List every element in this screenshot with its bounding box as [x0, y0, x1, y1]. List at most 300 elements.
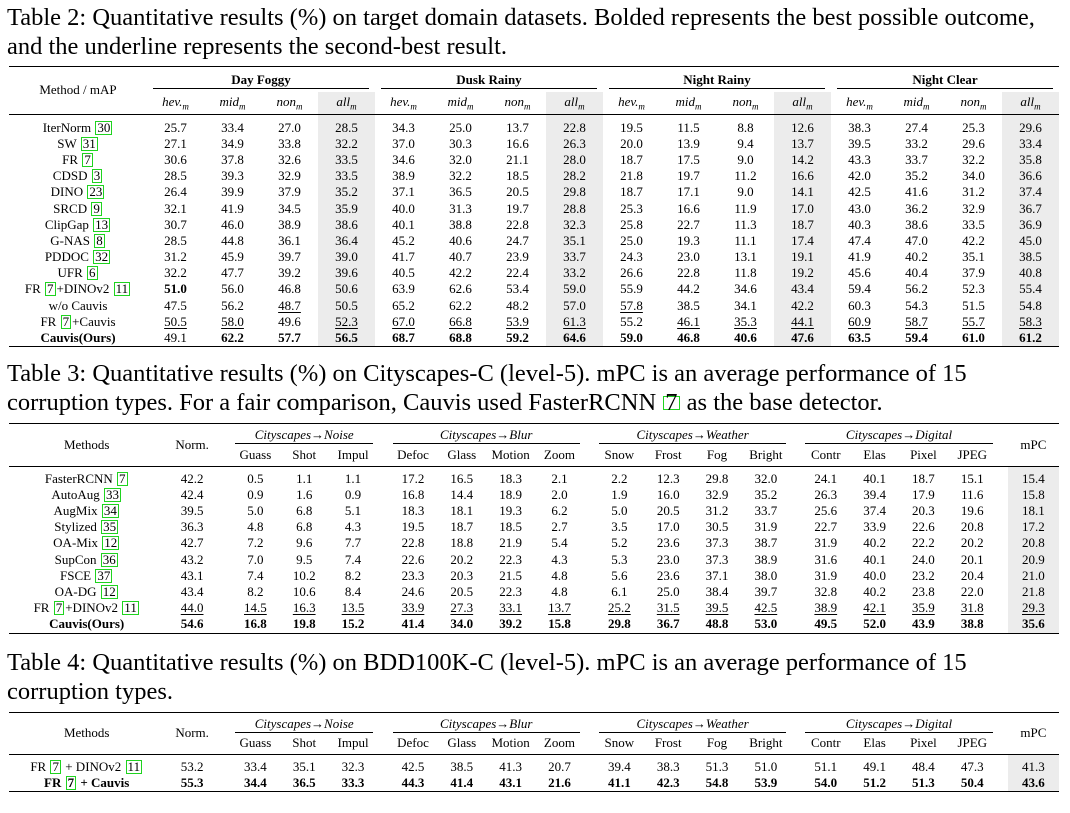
table-cell: 23.6 — [656, 567, 680, 583]
table-cell: 8.8 — [717, 114, 774, 136]
table-cell: 34.6 — [392, 151, 415, 167]
table-cell: 61.2 — [1002, 330, 1059, 347]
table-cell: 46.8 — [278, 281, 301, 297]
table2-group-header: Night Clear — [837, 72, 1053, 89]
table-cell: 43.3 — [848, 151, 871, 167]
citation-link[interactable]: 32 — [95, 249, 109, 265]
table-cell: 27.4 — [888, 114, 945, 136]
table-cell: 18.8 — [450, 535, 474, 551]
table-cell: 7.4 — [344, 551, 362, 567]
method-name: FR 7 + DINOv2 11 — [9, 755, 164, 776]
table-cell: 50.6 — [318, 281, 375, 297]
table-cell: 43.4 — [774, 281, 831, 297]
table-cell: 52.3 — [962, 281, 985, 297]
table-cell: 32.2 — [449, 168, 472, 184]
citation-link[interactable]: 7 — [119, 470, 126, 486]
table-cell: 33.7 — [754, 503, 778, 519]
table-cell: 23.0 — [656, 551, 680, 567]
table-cell: 17.2 — [1008, 519, 1059, 535]
method-name: FR 7 +Cauvis — [40, 313, 116, 329]
table-cell: 9.0 — [737, 184, 754, 200]
table-row — [9, 584, 1059, 600]
table-cell: 35.1 — [546, 233, 603, 249]
table-cell: 18.7 — [620, 184, 643, 200]
table-cell: 59.4 — [848, 281, 871, 297]
table-cell: 18.1 — [450, 503, 474, 519]
table-cell: 8.2 — [247, 584, 264, 600]
table-row — [9, 616, 1059, 633]
table-cell: 39.6 — [318, 265, 375, 281]
table-cell: 20.0 — [620, 135, 643, 151]
citation-link[interactable]: 7 — [665, 389, 678, 417]
table-cell: 43.6 — [1008, 775, 1059, 792]
table-cell: 40.5 — [392, 265, 415, 281]
citation-link[interactable]: 30 — [97, 119, 111, 135]
table-cell: 22.7 — [677, 216, 700, 232]
table-cell: 1.1 — [329, 466, 378, 487]
table-cell: 41.3 — [1008, 755, 1059, 776]
table-cell: 41.7 — [392, 249, 415, 265]
table-cell: 20.2 — [450, 551, 474, 567]
table-cell: 13.7 — [489, 114, 546, 136]
table-cell: 58.7 — [905, 313, 928, 329]
table-cell: 28.5 — [164, 232, 187, 248]
table-cell: 31.9 — [814, 567, 838, 583]
table3-mpc-header: mPC — [1020, 436, 1047, 452]
table-row — [9, 217, 1059, 233]
table-cell: 1.1 — [280, 466, 329, 487]
table-cell: 18.3 — [401, 503, 425, 519]
table-cell: 31.5 — [656, 600, 680, 616]
citation-link[interactable]: 7 — [67, 775, 75, 791]
table-cell: 49.6 — [278, 313, 301, 329]
citation-link[interactable]: 8 — [96, 232, 103, 248]
table-row — [9, 200, 1059, 216]
table-cell: 33.4 — [231, 755, 280, 776]
table-cell: 39.5 — [705, 600, 729, 616]
table4-group-header: Cityscapes→Blur — [393, 716, 580, 733]
table-cell: 20.8 — [960, 519, 984, 535]
table-cell: 13.9 — [677, 135, 700, 151]
t4-subheader: Bright — [749, 735, 783, 751]
table2-subheader: mid$_m$ — [675, 93, 702, 112]
t3-subheader: Guass — [239, 446, 272, 462]
table-cell: 54.8 — [693, 775, 742, 792]
table-cell: 45.2 — [392, 232, 415, 248]
table-cell: 47.3 — [948, 755, 997, 776]
table3-group-header: Cityscapes→Blur — [393, 427, 580, 444]
table-cell: 34.1 — [734, 297, 757, 313]
table-cell: 41.1 — [595, 775, 644, 792]
table-cell: 31.9 — [814, 535, 838, 551]
citation-link[interactable]: 7 — [47, 281, 54, 297]
table-cell: 52.0 — [850, 616, 899, 633]
table-cell: 42.5 — [754, 600, 778, 616]
table-cell: 36.7 — [644, 616, 693, 633]
table-cell: 21.8 — [1008, 584, 1059, 600]
table-cell: 38.0 — [754, 567, 778, 583]
table-cell: 33.5 — [318, 152, 375, 168]
table-cell: 18.5 — [506, 168, 529, 184]
table-cell: 59.2 — [489, 330, 546, 347]
table-cell: 34.9 — [221, 135, 244, 151]
table-row — [9, 114, 1059, 136]
table2 — [9, 66, 1059, 347]
table-cell: 14.4 — [450, 486, 474, 502]
table-cell: 40.1 — [863, 551, 886, 567]
table-cell: 12.3 — [644, 466, 693, 487]
table-cell: 11.1 — [734, 232, 757, 248]
table-cell: 38.3 — [644, 755, 693, 776]
table-cell: 38.3 — [831, 114, 888, 136]
method-name: FSCE 37 — [60, 567, 111, 583]
citation-link[interactable]: 12 — [102, 584, 116, 600]
table-cell: 31.3 — [449, 200, 472, 216]
table-cell: 25.3 — [945, 114, 1002, 136]
table-cell: 55.9 — [620, 281, 643, 297]
table-cell: 21.1 — [506, 151, 529, 167]
table-cell: 59.0 — [603, 330, 660, 347]
citation-link[interactable]: 7 — [52, 759, 59, 775]
table-cell: 6.8 — [296, 503, 313, 519]
table-cell: 42.1 — [863, 600, 886, 616]
citation-link[interactable]: 11 — [115, 281, 129, 297]
table-cell: 26.6 — [620, 265, 643, 281]
table-cell: 14.1 — [774, 184, 831, 200]
table-cell: 36.5 — [280, 775, 329, 792]
table-cell: 40.2 — [863, 535, 886, 551]
table-cell: 32.2 — [164, 265, 187, 281]
table-cell: 40.1 — [392, 216, 415, 232]
table-cell: 23.6 — [656, 535, 680, 551]
table-cell: 36.2 — [905, 200, 928, 216]
t4-subheader: Contr — [810, 735, 841, 751]
table-cell: 62.6 — [449, 281, 472, 297]
table-cell: 10.2 — [292, 567, 316, 583]
table-cell: 44.2 — [677, 281, 700, 297]
citation-link[interactable]: 12 — [104, 535, 118, 551]
table-cell: 30.6 — [164, 151, 187, 167]
table-cell: 28.5 — [318, 114, 375, 136]
table-cell: 39.3 — [221, 168, 244, 184]
table-cell: 21.8 — [620, 168, 643, 184]
table-cell: 44.1 — [774, 314, 831, 330]
citation-link[interactable]: 9 — [93, 200, 100, 216]
table-row — [9, 330, 1059, 347]
table-row — [9, 249, 1059, 265]
table-cell: 54.6 — [164, 616, 219, 633]
table-cell: 38.9 — [392, 168, 415, 184]
table-cell: 19.2 — [774, 265, 831, 281]
table-cell: 25.0 — [620, 232, 643, 248]
table-cell: 33.7 — [905, 151, 928, 167]
citation-link[interactable]: 34 — [103, 503, 117, 519]
citation-link[interactable]: 35 — [103, 519, 117, 535]
method-name: w/o Cauvis — [48, 297, 108, 313]
t4-subheader: Defoc — [397, 735, 429, 751]
table-cell: 51.1 — [801, 755, 850, 776]
table2-subheader: all$_m$ — [774, 92, 831, 114]
citation-link[interactable]: 31 — [82, 135, 96, 151]
table-cell: 15.8 — [1008, 487, 1059, 503]
table-cell: 33.4 — [1002, 136, 1059, 152]
citation-link[interactable]: 36 — [102, 551, 116, 567]
table-cell: 19.5 — [603, 114, 660, 136]
table-cell: 13.1 — [734, 249, 757, 265]
table-cell: 5.4 — [551, 535, 568, 551]
t4-subheader: Motion — [491, 735, 530, 751]
table-cell: 41.9 — [848, 249, 871, 265]
table2-group-header: Dusk Rainy — [381, 72, 597, 89]
table-cell: 38.5 — [1002, 249, 1059, 265]
table-cell: 33.4 — [204, 114, 261, 136]
table-cell: 37.1 — [392, 184, 415, 200]
table-cell: 16.3 — [292, 600, 316, 616]
table-cell: 45.9 — [221, 249, 244, 265]
table-cell: 34.3 — [375, 114, 432, 136]
citation-link[interactable]: 13 — [95, 216, 109, 232]
table-row — [9, 535, 1059, 551]
table-cell: 27.3 — [450, 600, 474, 616]
table-cell: 58.3 — [1002, 314, 1059, 330]
table-row — [9, 265, 1059, 281]
table-cell: 42.2 — [449, 265, 472, 281]
table-cell: 53.9 — [506, 313, 529, 329]
table-cell: 34.0 — [962, 168, 985, 184]
table-cell: 18.7 — [620, 151, 643, 167]
table-cell: 21.5 — [499, 567, 522, 583]
table-cell: 29.6 — [1002, 114, 1059, 136]
t3-subheader: Pixel — [910, 446, 937, 462]
table2-subheader: non$_m$ — [276, 93, 303, 112]
table-cell: 7.0 — [247, 551, 264, 567]
method-name: FasterRCNN 7 — [9, 466, 164, 487]
table2-subheader: non$_m$ — [732, 93, 759, 112]
citation-link[interactable]: 6 — [89, 265, 96, 281]
citation-link[interactable]: 37 — [97, 567, 111, 583]
table-cell: 40.3 — [848, 216, 871, 232]
table-row — [9, 184, 1059, 200]
citation-link[interactable]: 11 — [127, 759, 141, 775]
table-cell: 38.5 — [437, 755, 486, 776]
t3-subheader: Elas — [863, 446, 886, 462]
table-cell: 22.6 — [401, 551, 425, 567]
table-cell: 0.9 — [344, 486, 362, 502]
table-row — [9, 775, 1059, 792]
table-cell: 16.8 — [231, 616, 280, 633]
table-row — [9, 568, 1059, 584]
table-cell: 16.6 — [506, 135, 529, 151]
table-cell: 31.8 — [960, 600, 984, 616]
table-cell: 17.1 — [677, 184, 700, 200]
citation-link[interactable]: 7 — [55, 600, 63, 616]
table-cell: 20.4 — [960, 567, 984, 583]
table-cell: 64.6 — [546, 330, 603, 347]
table-cell: 18.1 — [1008, 503, 1059, 519]
table-cell: 51.3 — [899, 775, 948, 792]
t4-subheader: Zoom — [543, 735, 575, 751]
table-cell: 66.8 — [449, 313, 472, 329]
table-cell: 33.8 — [278, 135, 301, 151]
table2-subheader: non$_m$ — [504, 93, 531, 112]
table-cell: 42.3 — [644, 775, 693, 792]
t3-subheader: Zoom — [543, 446, 575, 462]
table-cell: 56.2 — [221, 297, 244, 313]
table-cell: 48.2 — [506, 297, 529, 313]
table-cell: 22.6 — [912, 519, 935, 535]
table-cell: 42.4 — [180, 486, 204, 502]
table-cell: 30.7 — [164, 216, 187, 232]
table-cell: 11.9 — [734, 200, 757, 216]
table-cell: 43.1 — [486, 775, 535, 792]
table-cell: 28.2 — [546, 168, 603, 184]
table-cell: 48.7 — [278, 297, 301, 313]
table2-subheader: $hev._m$ — [390, 93, 417, 112]
table-cell: 37.8 — [221, 151, 244, 167]
table-cell: 22.8 — [401, 535, 425, 551]
table-cell: 61.0 — [945, 330, 1002, 347]
table-cell: 25.2 — [607, 600, 631, 616]
table-cell: 22.2 — [912, 535, 935, 551]
table-cell: 31.2 — [164, 249, 187, 265]
table-cell: 28.0 — [546, 152, 603, 168]
table-cell: 68.8 — [432, 330, 489, 347]
table-cell: 32.3 — [329, 755, 378, 776]
table-cell: 19.1 — [774, 249, 831, 265]
table-cell: 28.5 — [164, 168, 187, 184]
table-cell: 5.0 — [247, 503, 264, 519]
citation-link[interactable]: 11 — [124, 600, 137, 616]
table-cell: 32.9 — [278, 168, 301, 184]
table-cell: 16.6 — [677, 200, 700, 216]
table-row — [9, 233, 1059, 249]
table3-group-header: Cityscapes→Digital — [805, 427, 992, 444]
table-cell: 42.7 — [180, 535, 204, 551]
table-cell: 55.3 — [164, 775, 219, 792]
table-cell: 11.6 — [961, 486, 984, 502]
table-cell: 43.4 — [180, 584, 204, 600]
table2-method-header: Method / mAP — [39, 82, 117, 98]
citation-link[interactable]: 3 — [93, 168, 101, 184]
table-cell: 38.6 — [318, 217, 375, 233]
table-cell: 50.5 — [164, 313, 187, 329]
table-cell: 20.3 — [912, 503, 935, 519]
table-cell: 39.7 — [754, 584, 778, 600]
method-name: PDDOC 32 — [44, 249, 109, 265]
table-cell: 35.8 — [1002, 152, 1059, 168]
table-cell: 9.6 — [296, 535, 313, 551]
table-row — [9, 281, 1059, 297]
table2-subheader: $hev._m$ — [162, 93, 189, 112]
table-cell: 16.6 — [774, 168, 831, 184]
table-cell: 35.2 — [318, 184, 375, 200]
table-cell: 20.7 — [535, 755, 584, 776]
table-cell: 11.3 — [734, 216, 757, 232]
table-cell: 5.1 — [344, 503, 362, 519]
t4-subheader: Glass — [447, 735, 477, 751]
method-name: AugMix 34 — [53, 503, 117, 519]
table-cell: 27.0 — [261, 114, 318, 136]
table-cell: 20.5 — [656, 503, 680, 519]
table4-group-header: Cityscapes→Noise — [235, 716, 373, 733]
table-cell: 7.7 — [344, 535, 362, 551]
table-cell: 17.5 — [677, 151, 700, 167]
table-cell: 18.9 — [499, 486, 522, 502]
table-cell: 40.6 — [449, 232, 472, 248]
table-cell: 51.0 — [741, 755, 790, 776]
table-cell: 35.1 — [962, 249, 985, 265]
table-cell: 47.4 — [848, 232, 871, 248]
table4-group-header: Cityscapes→Weather — [599, 716, 786, 733]
table-cell: 45.0 — [1002, 233, 1059, 249]
table-cell: 50.4 — [948, 775, 997, 792]
table-cell: 42.5 — [389, 755, 438, 776]
t4-subheader: Shot — [292, 735, 317, 751]
table-cell: 26.4 — [164, 184, 187, 200]
table-cell: 24.7 — [506, 232, 529, 248]
table-cell: 0.9 — [247, 486, 264, 502]
table-cell: 17.4 — [774, 233, 831, 249]
table-cell: 15.4 — [1008, 466, 1059, 487]
table-cell: 8.4 — [344, 584, 362, 600]
method-name: Cauvis(Ours) — [9, 616, 164, 633]
table-cell: 27.1 — [164, 135, 187, 151]
citation-link[interactable]: 23 — [89, 184, 103, 200]
method-name: FR 7 +DINOv2 11 — [33, 600, 137, 616]
table-cell: 29.8 — [546, 184, 603, 200]
table-cell: 24.3 — [620, 249, 643, 265]
table-cell: 33.5 — [318, 168, 375, 184]
table-cell: 51.5 — [962, 297, 985, 313]
table-cell: 22.8 — [546, 114, 603, 136]
method-name: OA-DG 12 — [54, 584, 116, 600]
table-cell: 18.3 — [486, 466, 535, 487]
table-cell: 47.7 — [221, 265, 244, 281]
table4-methods-header: Methods — [63, 725, 110, 741]
table-cell: 28.8 — [546, 200, 603, 216]
table-cell: 25.3 — [620, 200, 643, 216]
table-cell: 59.4 — [888, 330, 945, 347]
table-row — [9, 466, 1059, 487]
table-cell: 68.7 — [375, 330, 432, 347]
table3-caption — [7, 359, 1065, 417]
table-cell: 43.2 — [180, 551, 204, 567]
t4-subheader: JPEG — [957, 735, 988, 751]
table-cell: 34.0 — [437, 616, 486, 633]
citation-link[interactable]: 7 — [62, 313, 70, 329]
method-name: DINO 23 — [50, 184, 103, 200]
method-name: AutoAug 33 — [51, 486, 120, 502]
table-cell: 32.1 — [164, 200, 187, 216]
table-cell: 22.3 — [499, 584, 522, 600]
t4-subheader: Frost — [654, 735, 682, 751]
table-cell: 63.9 — [392, 281, 415, 297]
table-cell: 1.9 — [611, 486, 628, 502]
method-name: FR 7 +DINOv2 11 — [24, 281, 129, 297]
table-cell: 20.5 — [450, 584, 474, 600]
citation-link[interactable]: 33 — [106, 486, 120, 502]
table-cell: 62.2 — [204, 330, 261, 347]
table-row — [9, 298, 1059, 314]
table-cell: 36.4 — [318, 233, 375, 249]
table-cell: 15.8 — [535, 616, 584, 633]
citation-link[interactable]: 7 — [84, 151, 91, 167]
table-cell: 53.9 — [741, 775, 790, 792]
table-cell: 21.6 — [535, 775, 584, 792]
table-cell: 33.1 — [499, 600, 522, 616]
table-cell: 23.2 — [912, 567, 935, 583]
table-cell: 20.5 — [506, 184, 529, 200]
